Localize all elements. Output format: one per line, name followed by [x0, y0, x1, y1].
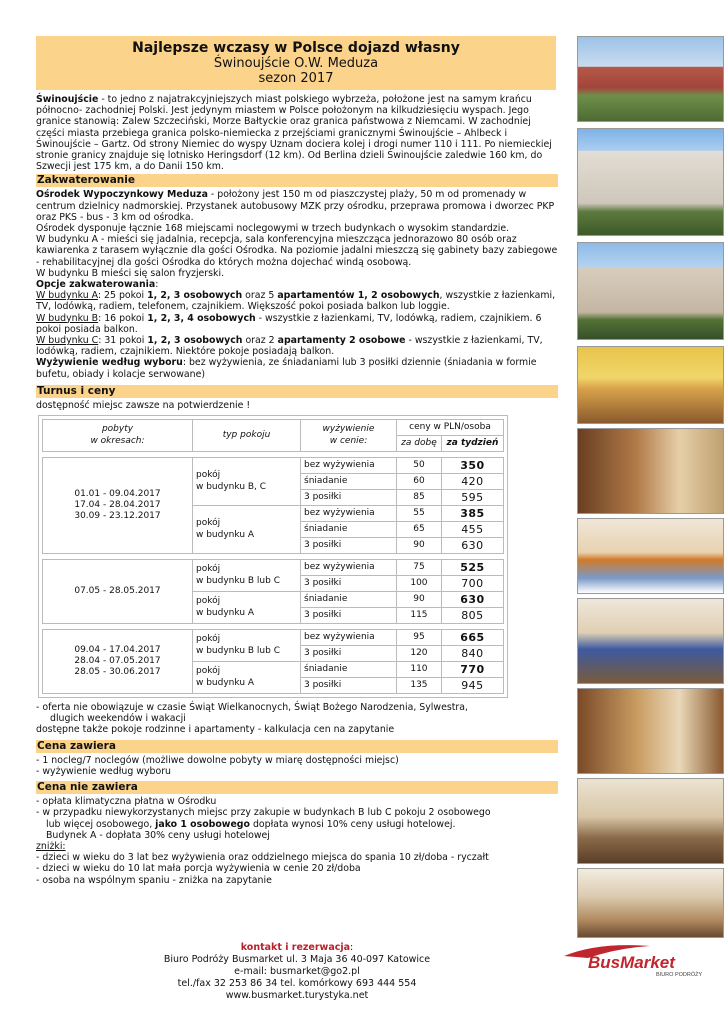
meal-option: śniadanie: [301, 474, 397, 490]
header-okresach: w okresach:: [90, 435, 145, 446]
contact-address: Biuro Podróży Busmarket ul. 3 Maja 36 40-097 Katowice: [163, 954, 431, 965]
room-type-line: w budynku B, C: [196, 481, 267, 492]
price-per-day: 65: [397, 522, 442, 538]
price-per-day: 90: [397, 592, 442, 608]
note-1-text: - oferta nie obowiązuje w czasie Świąt Wielkanocnych, Świąt Bożego Narodzenia, Sylwestra,: [36, 702, 468, 714]
period-cell: [43, 458, 193, 554]
price-per-week: 385: [441, 506, 503, 522]
availability-note: dostępność miejsc zawsze na potwierdzenie !: [36, 399, 251, 411]
discount-item: - dzieci w wieku do 3 lat bez wyżywienia oraz oddzielnego miejsca do spania 10 zł/doba - ryczałt: [36, 852, 489, 864]
building-a-rooms: 1, 2, 3 osobowych: [147, 290, 243, 302]
intro-text: - to jedno z najatrakcyjniejszych miast polskiego wybrzeża, położone jest na samym krańcu północno- zachodniej Polski. Jest jedynym miastem w Polsce położonym na kilkudziesięciu wyspach. Jego granice stanowią: Zalew Szczeciński, Morze Bałtyckie oraz granica państwowa z Niemcami. W zachodniej części miasta przebiega granica polsko-niemiecka z przejściami granicznymi Świnoujście – Ahlbeck i Świnoujście – Gartz. Od strony Niemiec do wyspy Uznam dociera kolej i drogi numer 110 i 111. Po niemieckiej stronie granicy znajduje się lotnisko Heringsdorf (12 km). Od Berlina dzieli Świnoujście zaledwie 160 km, do Szwecji jest 175 km, a do Danii 150 km.: [36, 94, 552, 173]
accommodation-p3: W budynku A - mieści się jadalnia, recepcja, sala konferencyjna mieszcząca jednorazowo 80 osób oraz kawiarenka z tarasem wyłącznie dla gości Ośrodka. Na poziomie jadalni mieszczą się gabinety bazy zabiegowe - rehabilitacyjnej dla gości Ośrodka do których można dojechać windą osobową.: [36, 234, 558, 268]
building-b: [36, 313, 558, 335]
price-per-week: 770: [441, 662, 503, 678]
room-type-cell: [193, 592, 301, 624]
bus-logo-icon: [558, 942, 724, 978]
discount-item: - dzieci w wieku do 10 lat mała porcja wyżywienia w cenie 20 zł/doba: [36, 863, 361, 875]
photo-dining-room: [577, 346, 724, 424]
room-type-line: w budynku A: [196, 607, 255, 618]
accommodation-p1: [36, 189, 558, 223]
room-type-line: w budynku A: [196, 677, 255, 688]
building-a-apts: apartamentów 1, 2 osobowych: [277, 290, 440, 302]
options-label-text: Opcje zakwaterowania: [36, 279, 156, 291]
page: [36, 36, 724, 1024]
main-content: [36, 94, 558, 886]
meal-option: bez wyżywienia: [301, 630, 397, 646]
svg-text:BusMarket: BusMarket: [588, 953, 675, 972]
season-label: sezon 2017: [258, 71, 334, 86]
price-per-week: 630: [441, 592, 503, 608]
excludes-e2b-pre: lub więcej osobowego,: [46, 818, 156, 830]
header-meals: [301, 420, 397, 452]
contact-heading-text: kontakt i rezerwacja: [240, 942, 351, 953]
price-per-week: 700: [441, 576, 503, 592]
header-pobyty: pobyty: [101, 424, 134, 435]
price-per-day: 75: [397, 560, 442, 576]
room-type-line: w budynku A: [196, 529, 255, 540]
room-type-line: pokój: [196, 634, 221, 645]
period-date: 17.04 - 28.04.2017: [74, 499, 161, 510]
photo-villa: [577, 242, 724, 340]
building-a: [36, 290, 558, 312]
resort-name: Ośrodek Wypoczynkowy Meduza: [36, 189, 208, 201]
photo-bedroom-3: [577, 598, 724, 684]
room-type-cell: [193, 506, 301, 554]
excludes-e2b-bold: jako 1 osobowego: [155, 818, 250, 830]
room-type-line: pokój: [196, 666, 221, 677]
price-grid: [42, 419, 504, 694]
accommodation-p4: W budynku B mieści się salon fryzjerski.: [36, 267, 225, 279]
header-w-cenie: w cenie:: [329, 435, 368, 446]
contact-email[interactable]: e-mail: busmarket@go2.pl: [234, 966, 360, 977]
header-room-type: typ pokoju: [193, 420, 301, 452]
section-header-cena-nie-zawiera: Cena nie zawiera: [36, 781, 558, 794]
price-per-day: 115: [397, 608, 442, 624]
meal-option: śniadanie: [301, 522, 397, 538]
building-a-mid: oraz 5: [242, 290, 278, 302]
meal-option: 3 posiłki: [301, 678, 397, 694]
note-2: dostępne także pokoje rodzinne i apartamenty - kalkulacja cen na zapytanie: [36, 724, 395, 736]
section-header-zakwaterowanie: Zakwaterowanie: [36, 174, 558, 187]
price-per-day: 50: [397, 458, 442, 474]
contact-heading: [36, 942, 558, 954]
period-date: 01.01 - 09.04.2017: [74, 488, 161, 499]
meal-option: 3 posiłki: [301, 538, 397, 554]
meal-option: 3 posiłki: [301, 608, 397, 624]
price-per-day: 60: [397, 474, 442, 490]
building-c-mid: oraz 2: [242, 335, 278, 347]
section-header-cena-zawiera: Cena zawiera: [36, 740, 558, 753]
building-c-post: - wszystkie z łazienkami, TV, lodówką, radiem, czajnikiem. Niektóre pokoje posiadają balkon.: [36, 335, 543, 358]
building-a-post: , wszystkie z łazienkami, TV, lodówką, radiem, telefonem, czajnikiem. Większość pokoi posiada balkon lub loggie.: [36, 290, 556, 313]
photo-living-room: [577, 688, 724, 774]
meal-option: bez wyżywienia: [301, 506, 397, 522]
discounts-label: zniżki:: [36, 840, 66, 852]
building-a-pre: : 25 pokoi: [97, 290, 148, 302]
price-per-week: 350: [441, 458, 503, 474]
period-date: 30.09 - 23.12.2017: [74, 511, 161, 522]
photo-bedroom-1: [577, 428, 724, 514]
section-header-turnus: Turnus i ceny: [36, 385, 558, 398]
price-per-week: 595: [441, 490, 503, 506]
period-cell: [43, 630, 193, 694]
building-b-pre: : 16 pokoi: [98, 312, 148, 324]
discount-item: - osoba na wspólnym spaniu - zniżka na zapytanie: [36, 874, 272, 886]
period-date: 28.05 - 30.06.2017: [74, 667, 161, 678]
building-c: [36, 335, 558, 357]
room-type-line: pokój: [196, 596, 221, 607]
meals-text: : bez wyżywienia, ze śniadaniami lub 3 posiłki dziennie (śniadania w formie bufetu, obiady i kolacje serwowane): [36, 357, 537, 380]
meal-option: bez wyżywienia: [301, 560, 397, 576]
photo-town-buildings: [577, 36, 724, 122]
meal-option: 3 posiłki: [301, 646, 397, 662]
price-per-day: 55: [397, 506, 442, 522]
excludes-e2b-post: dopłata wynosi 10% ceny usługi hotelowej.: [249, 818, 456, 830]
table-row: [43, 630, 504, 646]
price-per-day: 110: [397, 662, 442, 678]
price-per-week: 840: [441, 646, 503, 662]
excludes-item: [36, 819, 558, 830]
meals-label: Wyżywienie według wyboru: [36, 357, 183, 369]
options-label: Opcje zakwaterowania:: [36, 279, 159, 291]
room-type-line: w budynku B lub C: [196, 645, 280, 656]
meal-option: bez wyżywienia: [301, 458, 397, 474]
meal-option: śniadanie: [301, 662, 397, 678]
title-banner: [36, 36, 556, 90]
includes-item: - 1 nocleg/7 noclegów (możliwe dowolne pobyty w miarę dostępności miejsc): [36, 754, 399, 766]
photo-bedroom-2: [577, 518, 724, 594]
accommodation-text: - położony jest 150 m od piaszczystej plaży, 50 m od promenady w centrum dzielnicy nadmorskiej. Przystanek autobusowy MZK przy ośrodku, przeprawa promowa i dworzec PKP oraz PKS - bus - 3 km od ośrodka.: [36, 189, 555, 223]
page-title: Najlepsze wczasy w Polsce dojazd własny: [132, 40, 460, 56]
meal-option: 3 posiłki: [301, 490, 397, 506]
meal-option: śniadanie: [301, 592, 397, 608]
building-b-label: W budynku B: [36, 312, 99, 324]
period-date: 09.04 - 17.04.2017: [74, 644, 161, 655]
price-per-day: 95: [397, 630, 442, 646]
building-c-pre: : 31 pokoi: [98, 335, 148, 347]
contact-colon: :: [350, 942, 354, 953]
price-per-day: 100: [397, 576, 442, 592]
accommodation-p2: Ośrodek dysponuje łącznie 168 miejscami noclegowymi w trzech budynkach o wysokim standardzie.: [36, 223, 510, 235]
room-type-cell: [193, 662, 301, 694]
price-per-week: 455: [441, 522, 503, 538]
building-a-label: W budynku A: [36, 290, 98, 302]
note-1b: dlugich weekendów i wakacji: [50, 713, 186, 725]
meals-info: [36, 357, 558, 379]
price-table: [38, 415, 508, 698]
room-type-cell: [193, 630, 301, 662]
room-type-cell: [193, 560, 301, 592]
price-per-day: 120: [397, 646, 442, 662]
price-per-day: 135: [397, 678, 442, 694]
photo-attic-room: [577, 868, 724, 938]
header-per-day: za dobę: [397, 436, 442, 452]
meal-option: 3 posiłki: [301, 576, 397, 592]
price-per-week: 630: [441, 538, 503, 554]
intro-lead: Świnoujście: [36, 94, 99, 105]
room-type-line: pokój: [196, 564, 221, 575]
building-c-apts: apartamenty 2 osobowe: [277, 335, 406, 347]
room-type-line: w budynku B lub C: [196, 575, 280, 586]
header-prices: ceny w PLN/osoba: [397, 420, 504, 436]
busmarket-logo: [558, 942, 724, 978]
contact-website[interactable]: www.busmarket.turystyka.net: [225, 990, 369, 1001]
building-c-label: W budynku C: [36, 335, 99, 347]
header-per-week: za tydzień: [441, 436, 503, 452]
period-cell: [43, 560, 193, 624]
price-per-week: 805: [441, 608, 503, 624]
excludes-item: Budynek A - dopłata 30% ceny usługi hotelowej: [46, 829, 270, 841]
price-per-week: 420: [441, 474, 503, 490]
room-type-line: pokój: [196, 518, 221, 529]
photo-resort-building: [577, 128, 724, 236]
building-c-rooms: 1, 2, 3 osobowych: [147, 335, 243, 347]
header-periods: [43, 420, 193, 452]
contact-footer: [36, 942, 558, 1002]
price-per-day: 90: [397, 538, 442, 554]
price-per-week: 525: [441, 560, 503, 576]
includes-item: - wyżywienie według wyboru: [36, 765, 172, 777]
table-row: [43, 560, 504, 576]
intro-paragraph: [36, 94, 558, 172]
building-b-rooms: 1, 2, 3, 4 osobowych: [147, 312, 256, 324]
excludes-item: - opłata klimatyczna płatna w Ośrodku: [36, 796, 217, 808]
room-type-cell: [193, 458, 301, 506]
price-per-day: 85: [397, 490, 442, 506]
period-date: 07.05 - 28.05.2017: [74, 585, 161, 596]
price-per-week: 665: [441, 630, 503, 646]
table-row: [43, 458, 504, 474]
room-type-line: pokój: [196, 470, 221, 481]
price-per-week: 945: [441, 678, 503, 694]
period-date: 28.04 - 07.05.2017: [74, 655, 161, 666]
page-subtitle: Świnoujście O.W. Meduza: [213, 56, 379, 71]
svg-text:BIURO PODRÓŻY: BIURO PODRÓŻY: [656, 972, 703, 978]
contact-phone: tel./fax 32 253 86 34 tel. komórkowy 693 444 554: [177, 978, 417, 989]
photo-apartment: [577, 778, 724, 864]
header-wyzywienie: wyżywienie: [322, 424, 375, 435]
building-b-post: - wszystkie z łazienkami, TV, lodówką, radiem, czajnikiem. 6 pokoi posiada balkon.: [36, 312, 542, 335]
excludes-item: - w przypadku niewykorzystanych miejsc przy zakupie w budynkach B lub C pokoju 2 osobowego: [36, 807, 491, 819]
table-header-row: [43, 420, 504, 436]
note-1: [36, 702, 558, 713]
